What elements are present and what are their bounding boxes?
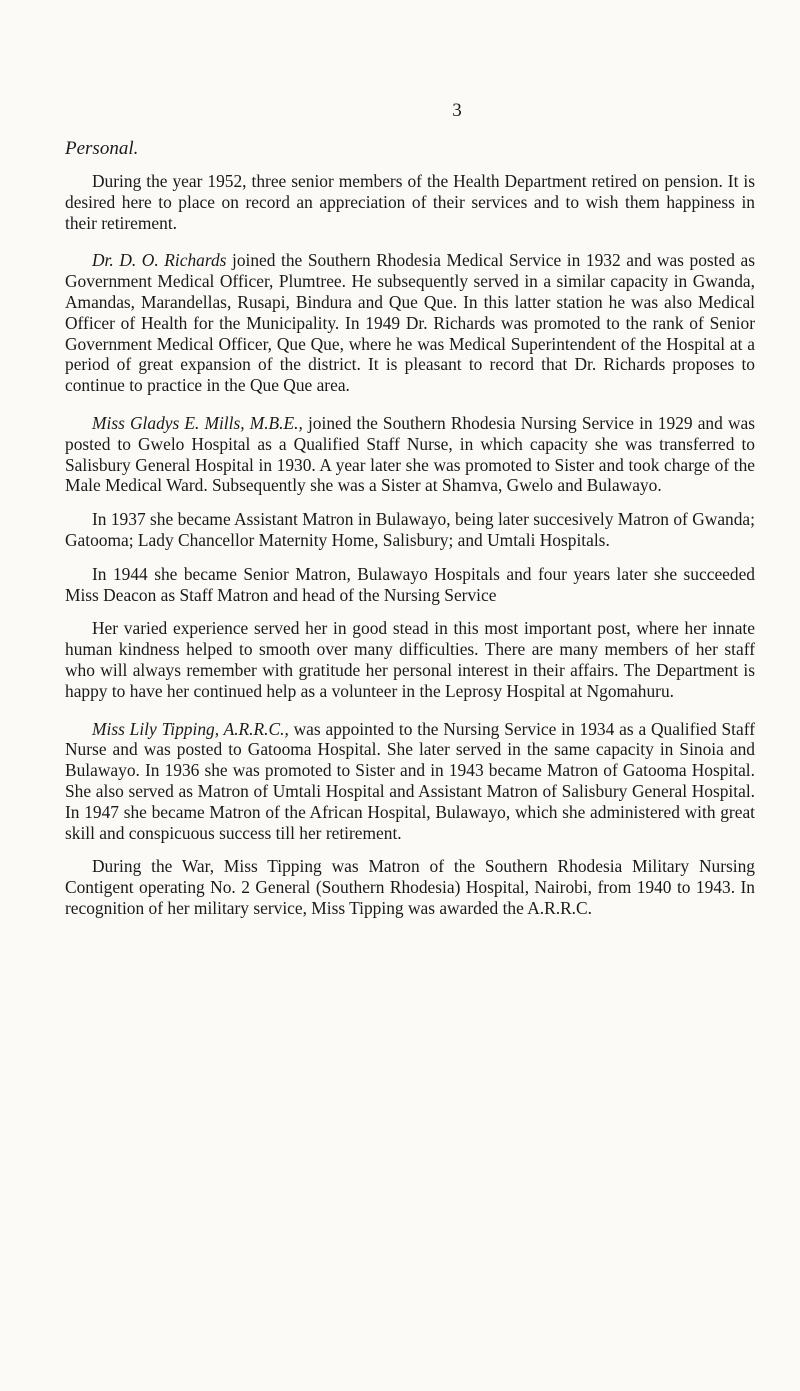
person-name-richards: Dr. D. O. Richards <box>92 250 227 271</box>
paragraph-mills-1937 <box>65 509 755 551</box>
person-name-tipping: Miss Lily Tipping, A.R.R.C., <box>92 718 289 739</box>
paragraph-mills-1944 <box>65 564 755 606</box>
paragraph-text: In 1937 she became Assistant Matron in Bulawayo, being later succesively Matron of Gwanda; Gatooma; Lady Chancellor Maternity Home, Salisbury; and Umtali Hospitals. <box>65 509 755 550</box>
paragraph-mills <box>65 413 755 496</box>
body-text <box>65 171 755 936</box>
paragraph-tipping-war <box>65 856 755 918</box>
paragraph-mills-experience <box>65 618 755 701</box>
person-name-mills: Miss Gladys E. Mills, M.B.E., <box>92 412 303 433</box>
paragraph-text: In 1944 she became Senior Matron, Bulawayo Hospitals and four years later she succeeded Miss Deacon as Staff Matron and head of the Nursing Service <box>65 563 755 605</box>
paragraph-text: Her varied experience served her in good stead in this most important post, where her innate human kindness helped to smooth over many difficulties. There are many members of her staff who will always remember with gratitude her personal interest in their affairs. The Department is happy to have her continued help as a volunteer in the Leprosy Hospital at Ngomahuru. <box>65 618 755 701</box>
paragraph-text: joined the Southern Rhodesia Medical Service in 1932 and was posted as Government Medical Officer, Plumtree. He subsequently served in a similar capacity in Gwanda, Amandas, Marandellas, Rusapi, Bindura and Que Que. In this latter station he was also Medical Officer of Health for the Municipality. In 1949 Dr. Richards was promoted to the rank of Senior Government Medical Officer, Que Que, where he was Medical Superintendent of the Hospital at a period of great expansion of the district. It is pleasant to record that Dr. Richards proposes to continue to practice in the Que Que area. <box>65 250 755 396</box>
paragraph-text: joined the Southern Rhodesia Nursing Service in 1929 and was posted to Gwelo Hospital as a Qualified Staff Nurse, in which capacity she was transferred to Salisbury General Hospital in 1930. A year later she was promoted to Sister and took charge of the Male Medical Ward. Subsequently she was a Sister at Shamva, Gwelo and Bulawayo. <box>65 412 755 496</box>
paragraph-intro <box>65 171 755 233</box>
paragraph-richards <box>65 250 755 396</box>
paragraph-tipping <box>65 719 755 844</box>
paragraph-text: During the year 1952, three senior members of the Health Department retired on pension. It is desired here to place on record an appreciation of their services and to wish them happiness in their retirement. <box>65 171 755 233</box>
paragraph-text: During the War, Miss Tipping was Matron of the Southern Rhodesia Military Nursing Contigent operating No. 2 General (Southern Rhodesia) Hospital, Nairobi, from 1940 to 1943. In recognition of her military service, Miss Tipping was awarded the A.R.R.C. <box>65 856 755 918</box>
paragraph-text: was appointed to the Nursing Service in 1934 as a Qualified Staff Nurse and was posted to Gatooma Hospital. She later served in the same capacity in Sinoia and Bulawayo. In 1936 she was promoted to Sister and in 1943 became Matron of Gatooma Hospital. She also served as Matron of Umtali Hospital and Assistant Matron of Salisbury General Hospital. In 1947 she became Matron of the African Hospital, Bulawayo, which she administered with great skill and conspicuous success till her retirement. <box>65 718 755 843</box>
section-heading: Personal. <box>65 138 139 159</box>
page-number: 3 <box>452 100 462 121</box>
